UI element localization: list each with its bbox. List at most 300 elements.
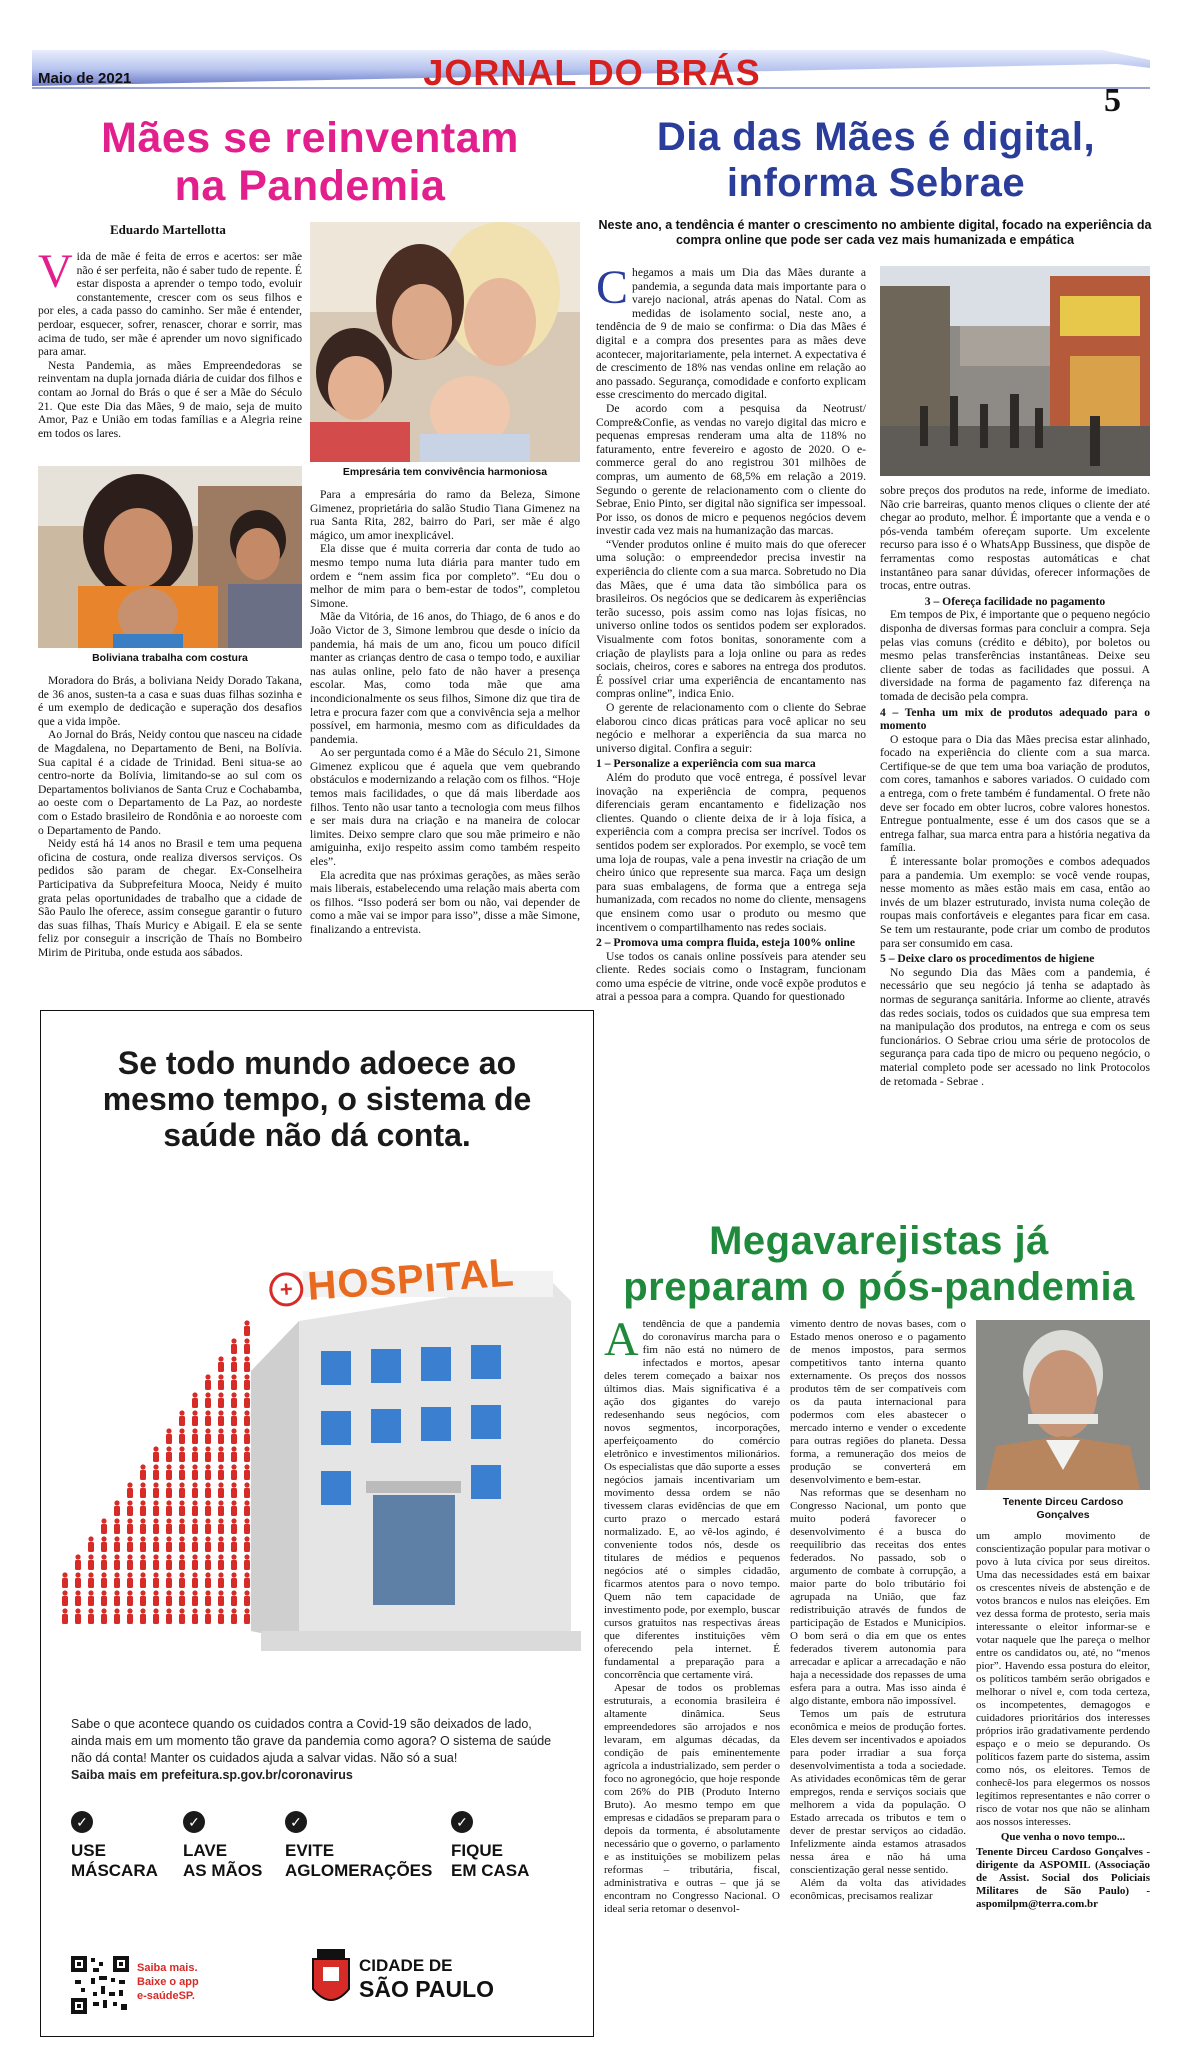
person-figure-icon xyxy=(166,1554,171,1559)
person-figure-icon xyxy=(101,1542,107,1552)
person-figure-icon xyxy=(192,1560,198,1570)
person-figure-icon xyxy=(101,1608,106,1613)
person-figure-icon xyxy=(140,1524,146,1534)
person-figure-icon xyxy=(205,1542,211,1552)
person-figure-icon xyxy=(192,1572,197,1577)
article1-paragraph: Ela acredita que nas próximas gerações, as mães serão mais liberais, estabelecendo uma relação mais aberta com os filhos. “Isso poderá ser bom ou não, vai depender de como a mãe vai se impor para isso”, disse a mãe Simone, finalizando a entrevista. xyxy=(310,868,580,936)
person-figure-icon xyxy=(218,1596,224,1606)
person-figure-icon xyxy=(244,1500,249,1505)
action-label: MÁSCARA xyxy=(71,1861,158,1880)
app-promo xyxy=(137,1961,199,2003)
ad-headline: Se todo mundo adoece ao mesmo tempo, o sistema de saúde não dá conta. xyxy=(102,1045,532,1153)
person-figure-icon xyxy=(218,1446,223,1451)
person-figure-icon xyxy=(192,1608,197,1613)
person-figure-icon xyxy=(127,1572,132,1577)
person-figure-icon xyxy=(218,1482,223,1487)
article3-title-line2: preparam o pós-pandemia xyxy=(623,1265,1135,1309)
person-figure-icon xyxy=(192,1542,198,1552)
person-figure-icon xyxy=(127,1524,133,1534)
person-figure-icon xyxy=(153,1590,158,1595)
person-figure-icon xyxy=(153,1482,158,1487)
person-figure-icon xyxy=(231,1482,236,1487)
person-figure-icon xyxy=(205,1560,211,1570)
person-figure-icon xyxy=(244,1362,250,1372)
person-figure-icon xyxy=(244,1488,250,1498)
person-figure-icon xyxy=(205,1446,210,1451)
person-figure-icon xyxy=(231,1338,236,1343)
photo-dirceu-caption: Tenente Dirceu Cardoso Gonçalves xyxy=(1002,1496,1124,1521)
photo-boliviana-image xyxy=(38,466,302,648)
check-icon: ✓ xyxy=(451,1811,473,1833)
person-figure-icon xyxy=(205,1554,210,1559)
check-icon: ✓ xyxy=(285,1811,307,1833)
action-label: AS MÃOS xyxy=(183,1861,263,1880)
person-figure-icon xyxy=(205,1500,210,1505)
person-figure-icon xyxy=(192,1482,197,1487)
person-figure-icon xyxy=(127,1560,133,1570)
article2-dropcap: C xyxy=(596,261,629,314)
photo-street-image xyxy=(880,266,1150,476)
person-figure-icon xyxy=(166,1518,171,1523)
person-figure-icon xyxy=(231,1524,237,1534)
person-figure-icon xyxy=(218,1614,224,1624)
hospital-cross-icon: + xyxy=(268,1271,304,1307)
person-figure-icon xyxy=(75,1554,80,1559)
person-figure-icon xyxy=(205,1578,211,1588)
person-figure-icon xyxy=(244,1554,249,1559)
person-figure-icon xyxy=(153,1452,159,1462)
person-figure-icon xyxy=(153,1572,158,1577)
person-figure-icon xyxy=(166,1542,172,1552)
person-figure-icon xyxy=(166,1482,171,1487)
person-figure-icon xyxy=(88,1578,94,1588)
article3-signature: Tenente Dirceu Cardoso Gonçalves - dirigente da ASPOMIL (Associação de Assist. Social dos Policiais Militares de São Paulo) - aspomilpm@terra.com.br xyxy=(976,1846,1150,1910)
person-figure-icon xyxy=(244,1470,250,1480)
person-figure-icon xyxy=(218,1578,224,1588)
person-figure-icon xyxy=(244,1572,249,1577)
person-figure-icon xyxy=(179,1608,184,1613)
person-figure-icon xyxy=(244,1524,250,1534)
person-figure-icon xyxy=(153,1578,159,1588)
action-label: EM CASA xyxy=(451,1861,530,1880)
person-figure-icon xyxy=(127,1590,132,1595)
masthead-title: JORNAL DO BRÁS xyxy=(423,52,761,93)
person-figure-icon xyxy=(218,1608,223,1613)
article1-author: Eduardo Martellotta xyxy=(110,222,226,237)
check-icon: ✓ xyxy=(71,1811,93,1833)
person-figure-icon xyxy=(192,1398,198,1408)
person-figure-icon xyxy=(166,1596,172,1606)
article2-col2 xyxy=(880,484,1150,1088)
person-figure-icon xyxy=(88,1572,93,1577)
person-figure-icon xyxy=(205,1416,211,1426)
city-logo-line1: CIDADE DE xyxy=(359,1956,453,1975)
person-figure-icon xyxy=(101,1536,106,1541)
person-figure-icon xyxy=(192,1506,198,1516)
person-figure-icon xyxy=(88,1560,94,1570)
person-figure-icon xyxy=(101,1560,107,1570)
app-promo-line: Saiba mais. xyxy=(137,1962,198,1974)
person-figure-icon xyxy=(140,1536,145,1541)
article1-paragraph: Nesta Pandemia, as mães Empreendedoras se reinventam na dupla jornada diária de cuidar dos filhos e contam ao Jornal do Brás o que é ser a Mãe do Século 21. Que este Dia das Mães, 9 de maio, seja de muito Amor, Paz e União em todas famílias e a Alegria reine em todos os lares. xyxy=(38,358,302,440)
person-figure-icon xyxy=(231,1380,237,1390)
person-figure-icon xyxy=(114,1536,119,1541)
article1-title-line2: na Pandemia xyxy=(174,162,446,210)
person-figure-icon xyxy=(166,1536,171,1541)
person-figure-icon xyxy=(166,1578,172,1588)
person-figure-icon xyxy=(244,1344,250,1354)
person-figure-icon xyxy=(153,1518,158,1523)
action-label: FIQUE xyxy=(451,1841,503,1860)
person-figure-icon xyxy=(192,1578,198,1588)
person-figure-icon xyxy=(179,1452,185,1462)
app-promo-line: Baixe o app xyxy=(137,1976,199,1988)
photo-dirceu-image xyxy=(976,1320,1150,1490)
article3-paragraph: Temos um país de estrutura econômica e meios de produção fortes. Eles devem ser incentivados e apoiados para poder irradiar a sua força desenvolvimentista a toda a sociedade. As atividades econômicas têm de gerar empregos, renda e serviços sociais que melhorem a vida da população. O Estado arrecada os tributos e tem o dever de prestar serviços ao cidadão. Infelizmente ainda estamos atrasados nessa área e não há uma conscientização geral nesse sentido. xyxy=(790,1708,966,1876)
person-figure-icon xyxy=(205,1608,210,1613)
person-figure-icon xyxy=(62,1572,67,1577)
person-figure-icon xyxy=(205,1464,210,1469)
article2-paragraph: Em tempos de Pix, é importante que o pequeno negócio disponha de diversas formas para concluir a compra. Seja pelas vias comuns (crédito e débito), por boletos ou mesmo pelas transferências instantâneas. Deixe seu cliente saber de todas as facilidades que possui. A diversidade na forma de pagamento faz diferença na tomada de decisão pela compra. xyxy=(880,608,1150,703)
article3-closing: Que venha o novo tempo... xyxy=(1000,1831,1126,1843)
person-figure-icon xyxy=(62,1608,67,1613)
person-figure-icon xyxy=(192,1464,197,1469)
person-figure-icon xyxy=(231,1434,237,1444)
ad-body xyxy=(71,1716,561,1784)
person-figure-icon xyxy=(153,1554,158,1559)
city-logo-text xyxy=(359,1956,494,2002)
action-mascara xyxy=(71,1811,181,1881)
person-figure-icon xyxy=(140,1470,146,1480)
photo-empresaria-caption: Empresária tem convivência harmoniosa xyxy=(342,466,548,478)
person-figure-icon xyxy=(205,1470,211,1480)
ad-actions xyxy=(71,1811,571,1901)
person-figure-icon xyxy=(127,1482,132,1487)
person-figure-icon xyxy=(192,1590,197,1595)
person-figure-icon xyxy=(192,1470,198,1480)
person-figure-icon xyxy=(166,1488,172,1498)
person-figure-icon xyxy=(205,1572,210,1577)
article3-title xyxy=(604,1218,1154,1310)
person-figure-icon xyxy=(231,1428,236,1433)
person-figure-icon xyxy=(127,1536,132,1541)
person-figure-icon xyxy=(205,1536,210,1541)
person-figure-icon xyxy=(179,1500,184,1505)
person-figure-icon xyxy=(218,1572,223,1577)
person-figure-icon xyxy=(140,1464,145,1469)
person-figure-icon xyxy=(218,1488,224,1498)
person-figure-icon xyxy=(166,1506,172,1516)
person-figure-icon xyxy=(205,1410,210,1415)
person-figure-icon xyxy=(153,1596,159,1606)
person-figure-icon xyxy=(140,1572,145,1577)
person-figure-icon xyxy=(153,1470,159,1480)
person-figure-icon xyxy=(205,1374,210,1379)
person-figure-icon xyxy=(179,1446,184,1451)
person-figure-icon xyxy=(140,1608,145,1613)
article1-paragraph: Para a empresária do ramo da Beleza, Simone Gimenez, proprietária do salão Studio Tiana Gimenez na rua Santa Rita, 282, bairro do Pari, ser mãe é algo mágico, um amor inexplicável. xyxy=(310,488,580,542)
article1-paragraph: Mãe da Vitória, de 16 anos, do Thiago, de 6 anos e do João Victor de 3, Simone lembrou que desde o início da pandemia, há mais de um ano, ficou um pouco difícil manter as crianças dentro de casa o tempo todo, e auxiliar nas aulas online, pelo fato de não haver a presença escolar. Mas, como toda mãe que ama incondicionalmente os seus filhos, Simone diz que tira de letra e procura fazer com que a convivência seja a melhor possível, em harmonia, mesmo com as dificuldades da pandemia. xyxy=(310,610,580,746)
person-figure-icon xyxy=(244,1434,250,1444)
person-figure-icon xyxy=(205,1380,211,1390)
person-figure-icon xyxy=(166,1464,171,1469)
person-figure-icon xyxy=(244,1578,250,1588)
article3-col2 xyxy=(790,1318,966,1903)
person-figure-icon xyxy=(231,1608,236,1613)
person-figure-icon xyxy=(88,1554,93,1559)
person-figure-icon xyxy=(88,1590,93,1595)
action-label: EVITE xyxy=(285,1841,335,1860)
article2-paragraph: De acordo com a pesquisa da Neotrust/ Compre&Confie, as vendas no varejo digital das micro e pequenas empresas renderam uma alta de 118% no faturamento, entre fevereiro e agosto de 2020. O e-commerce geral do ano registrou 301 milhões de compras, um aumento de 68,5% em relação a 2019. Segundo o gerente de relacionamento com o cliente do Sebrae, Enio Pinto, ser digital não significa ser impessoal. Por isso, os donos de micro e pequenos negócios devem investir cada vez mais na humanização das marcas. xyxy=(596,401,866,538)
person-figure-icon xyxy=(244,1380,250,1390)
article3-paragraph: um amplo movimento de conscientização popular para motivar o povo à luta cívica por seus direitos. Uma das necessidades está em baixar os crescentes níveis de abstenção e de votos brancos e nulos nas eleições. Em vez dessa forma de protesto, seria mais interessante o eleitor informar-se e votar naquele que lhe pareça o melhor entre os candidatos ou, até, no “menos pior”. Havendo essa postura do eleitor, os políticos também serão obrigados e melhorar o nível e, com toda certeza, os incompetentes, demagogos e cuidadores prioritários dos interesses próprios irão gradativamente perdendo espaço e o meio se depurando. Os políticos fazem parte do sistema, assim como nós, os eleitores. Temos de conhecê-los para elegermos os nossos legítimos representantes e não correr o risco de votar nos que não se alinham aos nossos interesses. xyxy=(976,1530,1150,1828)
person-figure-icon xyxy=(192,1416,198,1426)
person-figure-icon xyxy=(218,1542,224,1552)
article2-subtitle: Neste ano, a tendência é manter o crescimento no ambiente digital, focado na experiência da compra online que pode ser cada vez mais humanizada e empática xyxy=(598,218,1152,247)
person-figure-icon xyxy=(231,1554,236,1559)
person-figure-icon xyxy=(127,1554,132,1559)
person-figure-icon xyxy=(205,1518,210,1523)
person-figure-icon xyxy=(140,1500,145,1505)
person-figure-icon xyxy=(179,1536,184,1541)
article3-paragraph: Apesar de todos os problemas estruturais, a economia brasileira é altamente dinâmica. Seus empreendedores são arrojados e nos levaram, em algumas décadas, da condição de país eminentemente agrícola a industrializado, sem perder o foco no agronegócio, que hoje responde com 26% do PIB (Produto Interno Bruto). Ao mesmo tempo em que empresas e cidadãos se preparam para o depois da tormenta, é absolutamente necessário que o governo, o parlamento e as instituições se mobilizem pelas reformas – tributária, fiscal, administrativa e outras – que já se encontram no Congresso Nacional. O ideal seria retomar o desenvol- xyxy=(604,1682,780,1915)
person-figure-icon xyxy=(179,1572,184,1577)
person-figure-icon xyxy=(179,1482,184,1487)
person-figure-icon xyxy=(127,1614,133,1624)
person-figure-icon xyxy=(231,1542,237,1552)
person-figure-icon xyxy=(140,1614,146,1624)
article3-col1 xyxy=(604,1313,780,1916)
person-figure-icon xyxy=(179,1590,184,1595)
article2-paragraph: sobre preços dos produtos na rede, informe de imediato. Não crie barreiras, quanto menos cliques o cliente der até chegar ao produto, melhor. É importante que a venda e o pós-venda também ofereçam suporte. Um excelente recurso para isso é o WhatsApp Bussiness, que dispõe de ferramentas como respostas automáticas e chat instantâneo para sanar dúvidas, oferecer informações de trocas, entre outras. xyxy=(880,484,1150,593)
person-figure-icon xyxy=(153,1524,159,1534)
article1-paragraph: Ao Jornal do Brás, Neidy contou que nasceu na cidade de Magdalena, no Departamento de Beni, na Bolívia. Sua capital é a cidade de Trinidad. Beni situa-se ao centro-norte da Bolívia, limitando-se ao sul com os Departamentos bolivianos de Santa Cruz e Cochabamba, ao oeste com o Departamento de La Paz, ao nordeste com o Estado brasileiro de Rondônia e ao noroeste com o Departamento de Pando. xyxy=(38,728,302,837)
person-figure-icon xyxy=(114,1500,119,1505)
person-figure-icon xyxy=(218,1554,223,1559)
person-figure-icon xyxy=(75,1614,81,1624)
ad-prefeitura-covid xyxy=(40,1010,594,2037)
person-figure-icon xyxy=(153,1542,159,1552)
photo-empresaria-image xyxy=(310,222,580,462)
person-figure-icon xyxy=(205,1590,210,1595)
person-figure-icon xyxy=(231,1452,237,1462)
person-figure-icon xyxy=(244,1356,249,1361)
person-figure-icon xyxy=(75,1596,81,1606)
person-figure-icon xyxy=(179,1410,184,1415)
article1-paragraph: ida de mãe é feita de erros e acertos: ser mãe não é ser perfeita, não é saber tudo de repente. É estar disposta a aprender o tempo todo, evoluir constantemente, crescer com os seus filhos e por eles, a cada passo do caminho. Ser mãe é entender, perdoar, esquecer, sofrer, renascer, chorar e sorrir, mas acima de tudo, ser mãe é aprender um novo significado para amar. xyxy=(38,250,302,359)
person-figure-icon xyxy=(166,1572,171,1577)
person-figure-icon xyxy=(140,1590,145,1595)
person-figure-icon xyxy=(218,1428,223,1433)
person-figure-icon xyxy=(218,1380,224,1390)
photo-boliviana-family xyxy=(38,466,302,648)
person-figure-icon xyxy=(244,1542,250,1552)
person-figure-icon xyxy=(192,1536,197,1541)
article1-dropcap: V xyxy=(38,245,73,298)
person-figure-icon xyxy=(166,1434,172,1444)
person-figure-icon xyxy=(218,1506,224,1516)
person-figure-icon xyxy=(231,1470,237,1480)
article3-title-line1: Megavarejistas já xyxy=(709,1219,1049,1263)
person-figure-icon xyxy=(179,1434,185,1444)
person-figure-icon xyxy=(179,1578,185,1588)
person-figure-icon xyxy=(192,1500,197,1505)
person-figure-icon xyxy=(192,1488,198,1498)
person-figure-icon xyxy=(244,1590,249,1595)
article1-paragraph: Moradora do Brás, a boliviana Neidy Dorado Takana, de 36 anos, susten-ta a casa e suas duas filhas sozinha e é um exemplo de dedicação e superação dos desafios que a vida impõe. xyxy=(38,674,302,728)
person-figure-icon xyxy=(179,1524,185,1534)
person-figure-icon xyxy=(101,1518,106,1523)
person-figure-icon xyxy=(244,1416,250,1426)
person-figure-icon xyxy=(244,1392,249,1397)
person-figure-icon xyxy=(218,1374,223,1379)
ad-body-text: Sabe o que acontece quando os cuidados contra a Covid-19 são deixados de lado, ainda mais em um momento tão grave da pandemia como agora? O sistema de saúde não dá conta! Manter os cuidados ajuda a salvar vidas. Não só a sua! xyxy=(71,1717,552,1765)
person-figure-icon xyxy=(205,1596,211,1606)
action-label: LAVE xyxy=(183,1841,228,1860)
article2-paragraph: Use todos os canais online possíveis para atender seu cliente. Redes sociais como o Instagram, funcionam como uma espécie de vitrine, onde você expõe produtos e atrai a pessoa para a compra. Quando for questionado xyxy=(596,949,866,1004)
article1-col1-bottom xyxy=(38,674,302,959)
person-figure-icon xyxy=(166,1446,171,1451)
person-figure-icon xyxy=(218,1362,224,1372)
person-figure-icon xyxy=(218,1524,224,1534)
person-figure-icon xyxy=(114,1590,119,1595)
person-figure-icon xyxy=(88,1614,94,1624)
person-figure-icon xyxy=(218,1398,224,1408)
person-figure-icon xyxy=(218,1356,223,1361)
person-figure-icon xyxy=(166,1614,172,1624)
person-figure-icon xyxy=(218,1410,223,1415)
person-figure-icon xyxy=(192,1596,198,1606)
person-figure-icon xyxy=(127,1488,133,1498)
person-figure-icon xyxy=(88,1542,94,1552)
person-figure-icon xyxy=(205,1434,211,1444)
photo-empresaria-family xyxy=(310,222,580,462)
masthead-bar xyxy=(32,46,1150,119)
person-figure-icon xyxy=(140,1542,146,1552)
person-figure-icon xyxy=(231,1560,237,1570)
person-figure-icon xyxy=(153,1614,159,1624)
person-figure-icon xyxy=(205,1614,211,1624)
article1-col1-top xyxy=(38,245,302,440)
person-figure-icon xyxy=(179,1596,185,1606)
person-figure-icon xyxy=(179,1554,184,1559)
person-figure-icon xyxy=(218,1434,224,1444)
article2-subhead: 4 – Tenha um mix de produtos adequado para o momento xyxy=(880,705,1150,733)
person-figure-icon xyxy=(231,1614,237,1624)
person-figure-icon xyxy=(114,1518,119,1523)
person-figure-icon xyxy=(231,1344,237,1354)
person-figure-icon xyxy=(244,1374,249,1379)
hospital-label: HOSPITAL xyxy=(306,1250,516,1309)
person-figure-icon xyxy=(244,1398,250,1408)
person-figure-icon xyxy=(205,1398,211,1408)
person-figure-icon xyxy=(192,1524,198,1534)
person-figure-icon xyxy=(62,1590,67,1595)
action-maos xyxy=(183,1811,283,1881)
person-figure-icon xyxy=(127,1608,132,1613)
article2-title xyxy=(596,114,1156,206)
person-figure-icon xyxy=(244,1452,250,1462)
person-figure-icon xyxy=(205,1482,210,1487)
person-figure-icon xyxy=(244,1320,249,1325)
article2-paragraph: hegamos a mais um Dia das Mães durante a pandemia, a segunda data mais importante para o varejo nacional, atrás apenas do Natal. Com as medidas de isolamento social, neste ano, a tendência de 9 de maio se confirma: o Dia das Mães é digital e a compra dos presentes para as mães deve acontecer, majoritariamente, pela internet. A expectativa é de crescimento de 18% nas vendas online em relação ao ano passado. Segurança, comodidade e conforto explicam esse crescimento do mercado digital. xyxy=(596,266,866,402)
person-figure-icon xyxy=(114,1554,119,1559)
person-figure-icon xyxy=(127,1506,133,1516)
qr-code-icon[interactable] xyxy=(71,1956,129,2014)
person-figure-icon xyxy=(244,1518,249,1523)
article1-title-line1: Mães se reinventam xyxy=(101,114,519,162)
person-figure-icon xyxy=(218,1464,223,1469)
person-figure-icon xyxy=(153,1536,158,1541)
ad-link[interactable]: Saiba mais em prefeitura.sp.gov.br/coronavirus xyxy=(71,1768,353,1782)
person-figure-icon xyxy=(127,1578,133,1588)
article1-paragraph: Ela disse que é muita correria dar conta de tudo ao mesmo tempo numa luta diária para manter tudo em ordem e “nem assim fica por completo”. “Eu dou o melhor de mim para o bem-estar de todos”, completou Simone. xyxy=(310,542,580,610)
person-figure-icon xyxy=(140,1488,146,1498)
person-figure-icon xyxy=(75,1572,80,1577)
person-figure-icon xyxy=(140,1596,146,1606)
person-figure-icon xyxy=(231,1572,236,1577)
article2-title-line2: informa Sebrae xyxy=(726,161,1026,205)
article2-paragraph: É interessante bolar promoções e combos adequados para a pandemia. Um exemplo: se você vende roupas, nesse momento as mães estão mais em casa, então ao invés de um blazer estruturado, invista numa coleção de roupas mais confortáveis e elegantes para ficar em casa. Se tem um restaurante, pode criar um combo de produtos para ser consumido em casa. xyxy=(880,855,1150,950)
person-figure-icon xyxy=(166,1500,171,1505)
person-figure-icon xyxy=(153,1506,159,1516)
person-figure-icon xyxy=(231,1488,237,1498)
person-figure-icon xyxy=(101,1578,107,1588)
person-figure-icon xyxy=(127,1518,132,1523)
person-figure-icon xyxy=(192,1434,198,1444)
person-figure-icon xyxy=(166,1608,171,1613)
article3-paragraph: tendência de que a pandemia do coronavírus marcha para o fim não está no número de infectados e mortos, apesar deles terem começado a baixar nos últimos dias. Mais significativa é a ação dos gigantes do varejo redesenhando seus negócios, com novos segmentos, incorporações, aperfeiçoamento do comércio eletrônico e investimentos milionários. Os especialistas que dão suporte a esses negócios jamais incentivariam um movimento dessa ordem se não tivessem claras evidências de que em curto prazo o mercado estará normalizado. E, ao vê-los agindo, é conveniente todos nós, desde os titulares de médios e pequenos negócios até o simples cidadão, ficarmos atentos para o novo tempo. Quem não tem capacidade de investimento pode, por exemplo, buscar cursos gratuitos nas respectivas áreas que diferentes instituições vêm oferecendo pela internet. É fundamental a preparação para a concorrência que certamente virá. xyxy=(604,1318,780,1681)
person-figure-icon xyxy=(231,1500,236,1505)
person-figure-icon xyxy=(101,1572,106,1577)
city-seal-icon xyxy=(309,1949,353,2011)
article2-subhead: 5 – Deixe claro os procedimentos de higiene xyxy=(880,952,1095,966)
person-figure-icon xyxy=(192,1614,198,1624)
person-figure-icon xyxy=(153,1464,158,1469)
person-figure-icon xyxy=(244,1428,249,1433)
person-figure-icon xyxy=(244,1608,249,1613)
article3-paragraph: vimento dentro de novas bases, com o Estado menos oneroso e o pagamento de menos impostos, para sermos competitivos tanto interna quanto externamente. Os preços dos nossos produtos têm de ser compatíveis com os da pauta internacional para podermos com eles abastecer o mercado interno e vender o excedente para outras regiões do planeta. Dessa forma, a remuneração dos meios de produção se converterá em desenvolvimento e bem-estar. xyxy=(790,1318,966,1486)
person-figure-icon xyxy=(231,1416,237,1426)
person-figure-icon xyxy=(101,1524,107,1534)
person-figure-icon xyxy=(192,1518,197,1523)
check-icon: ✓ xyxy=(183,1811,205,1833)
person-figure-icon xyxy=(114,1614,120,1624)
person-figure-icon xyxy=(153,1446,158,1451)
photo-boliviana-caption: Boliviana trabalha com costura xyxy=(92,652,248,664)
person-figure-icon xyxy=(140,1578,146,1588)
action-label: USE xyxy=(71,1841,106,1860)
photo-street-shopping xyxy=(880,266,1150,476)
person-figure-icon xyxy=(244,1464,249,1469)
person-figure-icon xyxy=(114,1578,120,1588)
page-number: 5 xyxy=(1104,82,1121,119)
person-figure-icon xyxy=(88,1536,93,1541)
article2-paragraph: No segundo Dia das Mães com a pandemia, é necessário que seu negócio já tenha se adaptado às normas de segurança sanitária. Informe ao cliente, através das redes sociais, todos os cuidados que sua empresa tem na manipulação dos produtos, na entrega e com os seus funcionários. O Sebrae criou uma série de protocolos de segurança para cada tipo de micro ou pequeno negócio, o material completo pode ser acessado no link Protocolos de retomada - Sebrae . xyxy=(880,965,1150,1088)
person-figure-icon xyxy=(218,1590,223,1595)
person-figure-icon xyxy=(244,1560,250,1570)
person-figure-icon xyxy=(140,1506,146,1516)
person-figure-icon xyxy=(218,1518,223,1523)
article2-paragraph: O gerente de relacionamento com o cliente do Sebrae elaborou cinco dicas práticas para você aplicar no seu negócio e melhorar a experiência da sua marca no universo digital. Confira a seguir: xyxy=(596,701,866,755)
person-figure-icon xyxy=(114,1608,119,1613)
article2-col1 xyxy=(596,261,866,1004)
person-figure-icon xyxy=(75,1578,81,1588)
person-figure-icon xyxy=(231,1392,236,1397)
person-figure-icon xyxy=(114,1572,119,1577)
person-figure-icon xyxy=(153,1608,158,1613)
person-figure-icon xyxy=(179,1614,185,1624)
